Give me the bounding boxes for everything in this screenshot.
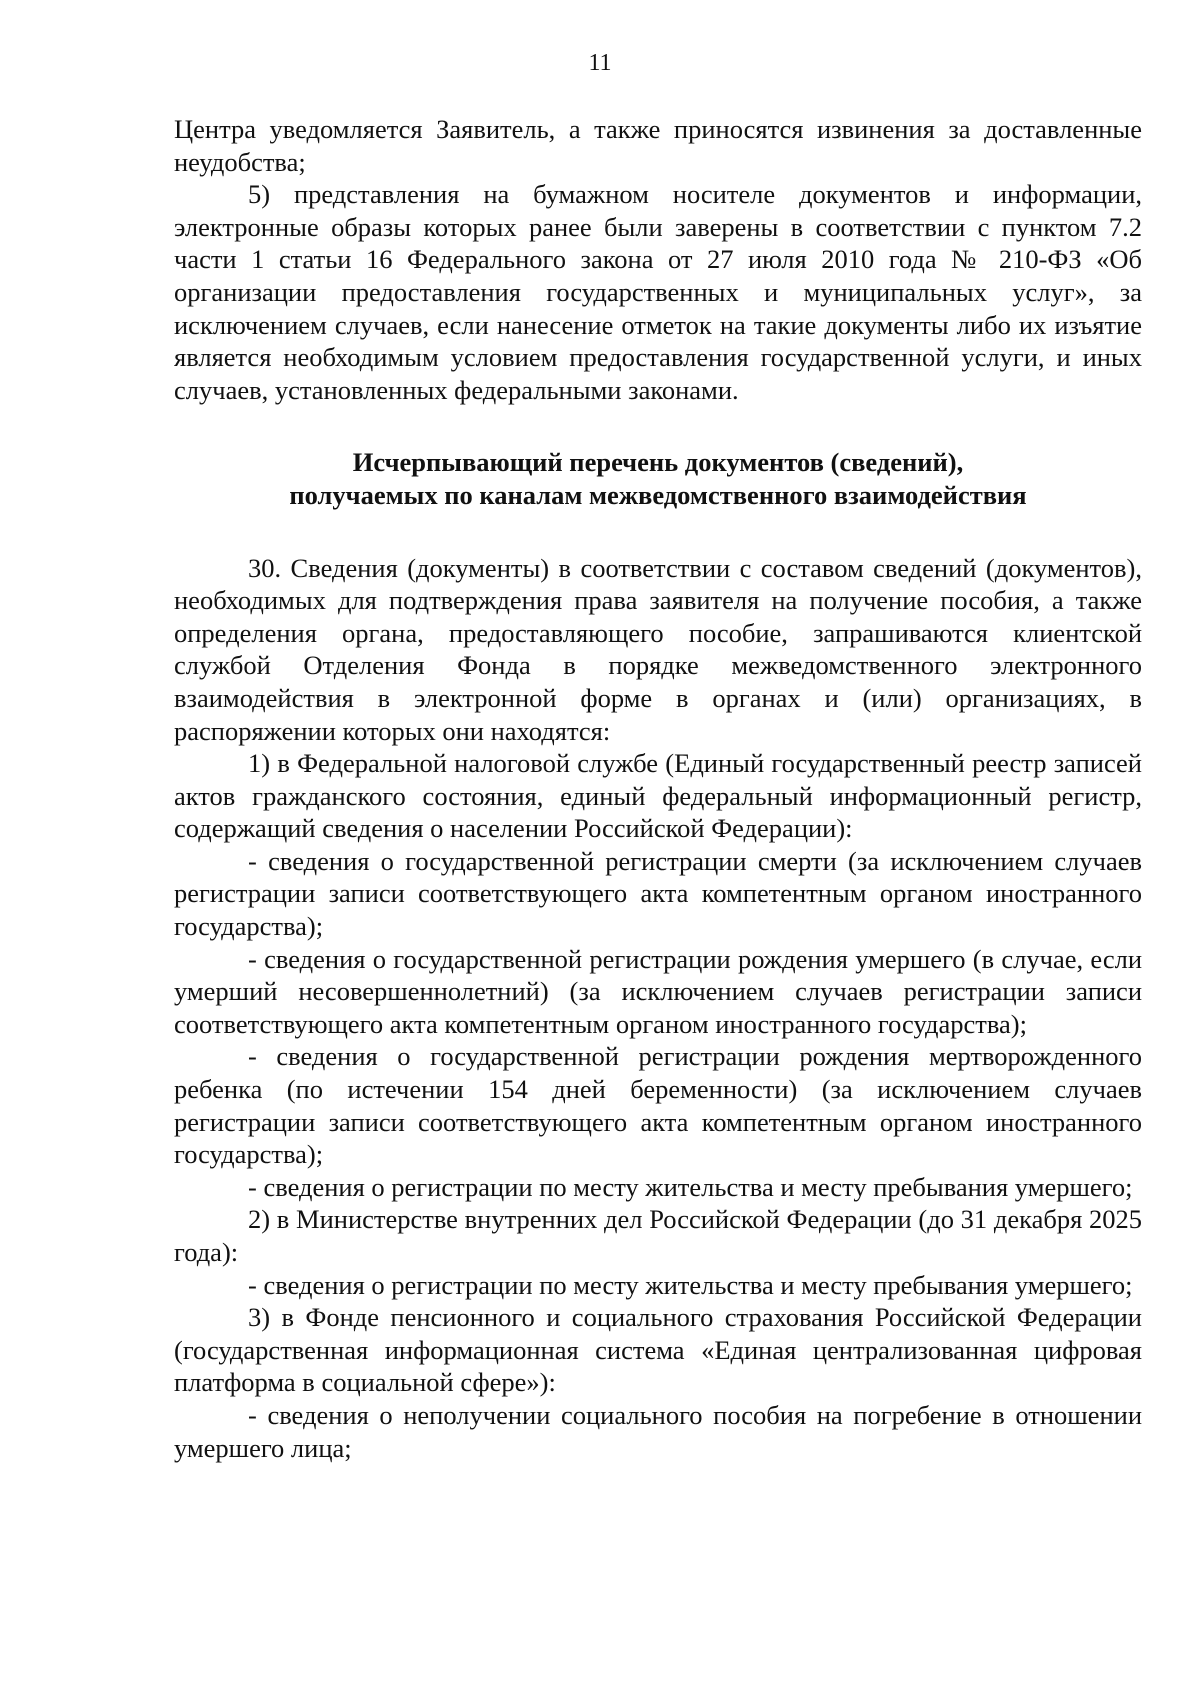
paragraph-bullet: - сведения о государственной регистрации рождения умершего (в случае, если умерший несовершеннолетний) (за исключением случаев регистрации записи соответствующего акта компетентным органом иностранного государства);: [174, 943, 1142, 1039]
paragraph-bullet: - сведения о неполучении социального пособия на погребение в отношении умершего лица;: [174, 1399, 1142, 1463]
paragraph-item-5: 5) представления на бумажном носителе документов и информации, электронные образы которых ранее были заверены в соответствии с пунктом 7.2 части 1 статьи 16 Федерального закона от 27 июля 2010 года № 210-ФЗ «Об организации предоставления государственных и муниципальных услуг», за исключением случаев, если нанесение отметок на такие документы либо их изъятие является необходимым условием предоставления государственной услуги, и иных случаев, установленных федеральными законами.: [174, 179, 1142, 405]
section-heading: [174, 446, 1142, 511]
paragraph-item-1: 1) в Федеральной налоговой службе (Единый государственный реестр записей актов гражданского состояния, единый федеральный информационный регистр, содержащий сведения о населении Российской Федерации):: [174, 748, 1142, 844]
paragraph-continuation: Центра уведомляется Заявитель, а также приносятся извинения за доставленные неудобства;: [174, 114, 1142, 177]
section-heading-line-1: Исчерпывающий перечень документов (сведений),: [352, 447, 964, 478]
paragraph-clause-30: 30. Сведения (документы) в соответствии с составом сведений (документов), необходимых для подтверждения права заявителя на получение пособия, а также определения органа, предоставляющего пособие, запрашиваются клиентской службой Отделения Фонда в порядке межведомственного электронного взаимодействия в электронной форме в органах и (или) организациях, в распоряжении которых они находятся:: [174, 552, 1142, 746]
paragraph-item-2: 2) в Министерстве внутренних дел Российской Федерации (до 31 декабря 2025 года):: [174, 1204, 1142, 1267]
section-heading-line-2: получаемых по каналам межведомственного взаимодействия: [289, 479, 1027, 510]
paragraph-bullet: - сведения о регистрации по месту жительства и месту пребывания умершего;: [248, 1171, 1133, 1202]
paragraph-item-3: 3) в Фонде пенсионного и социального страхования Российской Федерации (государственная информационная система «Единая централизованная цифровая платформа в социальной сфере»):: [174, 1302, 1142, 1398]
paragraph-bullet: - сведения о государственной регистрации смерти (за исключением случаев регистрации записи соответствующего акта компетентным органом иностранного государства);: [174, 845, 1142, 942]
paragraph-bullet: - сведения о государственной регистрации рождения мертворожденного ребенка (по истечении 154 дней беременности) (за исключением случаев регистрации записи соответствующего акта компетентным органом иностранного государства);: [174, 1041, 1142, 1170]
document-body: [174, 113, 1142, 1464]
paragraph-bullet: - сведения о регистрации по месту жительства и месту пребывания умершего;: [248, 1269, 1133, 1300]
page-number: 11: [588, 50, 612, 76]
